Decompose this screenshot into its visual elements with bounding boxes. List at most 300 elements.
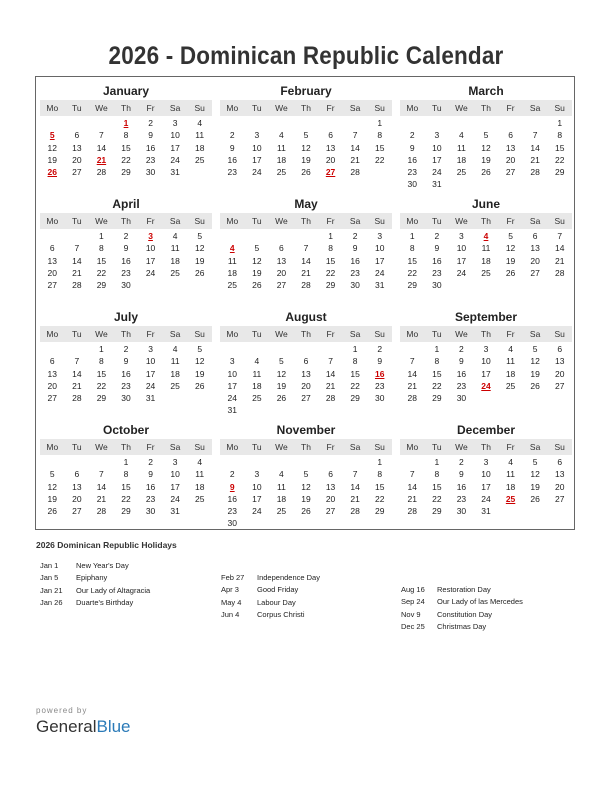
holiday-item bbox=[40, 597, 150, 609]
day-cell: 3 bbox=[459, 231, 464, 241]
day-cell: 29 bbox=[96, 280, 107, 291]
day-cell: 24 bbox=[456, 267, 467, 278]
weekday-label: We bbox=[95, 216, 108, 226]
month-march bbox=[396, 80, 576, 193]
day-cell: 20 bbox=[325, 493, 336, 504]
day-cell: 26 bbox=[276, 393, 287, 404]
day-cell: 31 bbox=[170, 167, 180, 178]
day-cell: 16 bbox=[407, 154, 418, 165]
empty-cell bbox=[65, 117, 90, 129]
day-cell: 15 bbox=[350, 368, 360, 379]
day-cell: 30 bbox=[350, 280, 360, 291]
day-cell: 18 bbox=[276, 493, 287, 504]
weekday-label: Tu bbox=[432, 216, 442, 226]
day-cell: 29 bbox=[121, 506, 131, 517]
day-cell: 13 bbox=[301, 368, 311, 379]
weekday-label: Th bbox=[481, 329, 491, 339]
day-cell: 11 bbox=[195, 469, 205, 480]
day-cell: 15 bbox=[96, 255, 107, 266]
day-cell: 10 bbox=[227, 368, 238, 379]
calendar-frame bbox=[35, 76, 575, 530]
weekday-label: Mo bbox=[46, 329, 59, 339]
day-cell: 16 bbox=[227, 154, 238, 165]
day-cell: 5 bbox=[279, 356, 284, 367]
weekday-header bbox=[220, 100, 392, 116]
empty-cell bbox=[294, 230, 319, 242]
weekday-header bbox=[40, 326, 212, 342]
day-cell: 20 bbox=[47, 267, 58, 278]
day-cell: 3 bbox=[254, 130, 260, 141]
weekday-label: Th bbox=[121, 216, 131, 226]
weekday-label: Sa bbox=[169, 442, 181, 452]
holiday-day: 3 bbox=[148, 231, 153, 241]
holiday-day: 1 bbox=[123, 118, 129, 128]
day-cell: 1 bbox=[377, 118, 383, 128]
holiday-name: Restoration Day bbox=[437, 585, 491, 594]
day-cell: 3 bbox=[172, 118, 178, 128]
weekday-label: Sa bbox=[169, 329, 181, 339]
weekday-label: Fr bbox=[506, 329, 515, 339]
day-cell: 16 bbox=[456, 481, 467, 492]
day-cell: 7 bbox=[557, 231, 563, 241]
weekday-header bbox=[400, 326, 572, 342]
day-cell: 23 bbox=[227, 167, 238, 178]
weekday-label: Fr bbox=[326, 103, 335, 113]
day-cell: 28 bbox=[96, 506, 107, 517]
day-cell: 14 bbox=[72, 368, 82, 379]
day-cell: 5 bbox=[197, 231, 203, 241]
weekday-label: Tu bbox=[252, 216, 262, 226]
day-cell: 16 bbox=[227, 493, 238, 504]
day-cell: 20 bbox=[72, 154, 82, 165]
day-cell: 8 bbox=[352, 356, 358, 367]
month-december bbox=[396, 419, 576, 532]
day-grid bbox=[220, 117, 392, 178]
holiday-date: Dec 25 bbox=[401, 622, 425, 632]
day-cell: 31 bbox=[374, 280, 385, 291]
holiday-day: 4 bbox=[229, 243, 235, 254]
day-cell: 30 bbox=[121, 393, 131, 404]
day-cell: 28 bbox=[350, 167, 360, 178]
day-cell: 12 bbox=[301, 481, 311, 492]
weekday-label: Sa bbox=[529, 329, 541, 339]
day-cell: 8 bbox=[123, 469, 129, 480]
weekday-label: We bbox=[455, 442, 468, 452]
day-cell: 20 bbox=[47, 380, 58, 391]
weekday-label: Fr bbox=[146, 103, 155, 113]
day-cell: 25 bbox=[170, 380, 180, 391]
day-cell: 15 bbox=[432, 481, 442, 492]
day-cell: 27 bbox=[554, 493, 565, 504]
day-cell: 4 bbox=[279, 469, 284, 480]
day-cell: 21 bbox=[530, 154, 540, 165]
day-cell: 17 bbox=[374, 255, 385, 266]
day-cell: 16 bbox=[432, 255, 442, 266]
day-cell: 19 bbox=[276, 380, 287, 391]
day-cell: 14 bbox=[554, 243, 565, 254]
holiday-item bbox=[221, 597, 320, 609]
day-cell: 15 bbox=[121, 481, 131, 492]
day-cell: 21 bbox=[350, 493, 360, 504]
day-grid bbox=[220, 230, 392, 291]
weekday-label: Su bbox=[554, 329, 565, 339]
day-cell: 2 bbox=[352, 231, 358, 241]
day-cell: 24 bbox=[432, 167, 442, 178]
holiday-date: Feb 27 bbox=[221, 573, 245, 582]
day-cell: 11 bbox=[277, 142, 286, 153]
day-cell: 6 bbox=[508, 130, 513, 141]
day-cell: 17 bbox=[145, 255, 156, 266]
day-cell: 10 bbox=[145, 356, 156, 367]
holiday-list-column-2 bbox=[221, 572, 320, 622]
day-cell: 21 bbox=[301, 267, 311, 278]
day-cell: 24 bbox=[252, 167, 262, 178]
day-cell: 7 bbox=[74, 243, 80, 254]
day-cell: 28 bbox=[301, 280, 311, 291]
day-cell: 22 bbox=[374, 154, 385, 165]
month-name: October bbox=[102, 423, 149, 437]
month-june bbox=[396, 193, 576, 306]
empty-cell bbox=[400, 343, 425, 355]
day-cell: 12 bbox=[505, 243, 516, 254]
day-cell: 3 bbox=[148, 344, 153, 354]
weekday-label: Fr bbox=[326, 216, 335, 226]
holiday-list-column-3 bbox=[401, 584, 523, 634]
weekday-label: Fr bbox=[326, 442, 335, 452]
weekday-label: Sa bbox=[349, 329, 361, 339]
empty-cell bbox=[318, 117, 343, 129]
day-cell: 1 bbox=[557, 118, 563, 128]
day-cell: 23 bbox=[145, 154, 156, 165]
day-cell: 28 bbox=[554, 267, 565, 278]
day-cell: 13 bbox=[554, 469, 565, 480]
day-cell: 12 bbox=[47, 481, 58, 492]
day-cell: 13 bbox=[276, 255, 287, 266]
day-cell: 19 bbox=[301, 154, 311, 165]
weekday-header bbox=[40, 100, 212, 116]
holiday-name: Duarte's Birthday bbox=[76, 598, 134, 608]
holidays-title: 2026 Dominican Republic Holidays bbox=[36, 540, 177, 550]
day-cell: 26 bbox=[301, 506, 311, 517]
day-cell: 21 bbox=[96, 493, 107, 504]
weekday-label: Mo bbox=[226, 329, 239, 339]
day-cell: 27 bbox=[505, 167, 516, 178]
day-cell: 9 bbox=[352, 243, 358, 254]
day-cell: 11 bbox=[506, 356, 515, 367]
empty-cell bbox=[318, 456, 343, 468]
day-cell: 12 bbox=[481, 142, 491, 153]
day-cell: 13 bbox=[72, 481, 82, 492]
day-cell: 13 bbox=[505, 142, 516, 153]
day-grid bbox=[40, 117, 212, 178]
day-cell: 18 bbox=[481, 255, 491, 266]
weekday-header bbox=[220, 326, 392, 342]
empty-cell bbox=[245, 230, 270, 242]
day-cell: 7 bbox=[74, 356, 80, 367]
day-cell: 18 bbox=[227, 267, 238, 278]
day-cell: 6 bbox=[557, 344, 563, 354]
day-cell: 25 bbox=[456, 167, 467, 178]
day-grid bbox=[220, 456, 392, 530]
holiday-name: Our Lady of las Mercedes bbox=[437, 597, 523, 607]
day-cell: 1 bbox=[99, 344, 104, 354]
day-cell: 4 bbox=[197, 118, 203, 128]
day-cell: 28 bbox=[530, 167, 540, 178]
day-cell: 12 bbox=[301, 142, 311, 153]
day-cell: 5 bbox=[197, 344, 203, 354]
weekday-label: Sa bbox=[349, 103, 361, 113]
day-cell: 4 bbox=[508, 344, 513, 354]
day-cell: 20 bbox=[325, 154, 336, 165]
day-cell: 6 bbox=[557, 457, 563, 467]
weekday-label: Mo bbox=[406, 103, 419, 113]
day-cell: 30 bbox=[374, 393, 385, 404]
day-cell: 12 bbox=[276, 368, 287, 379]
day-cell: 26 bbox=[481, 167, 491, 178]
weekday-label: Tu bbox=[72, 216, 82, 226]
day-cell: 26 bbox=[301, 167, 311, 178]
weekday-label: Th bbox=[301, 329, 311, 339]
day-cell: 25 bbox=[194, 154, 205, 165]
day-cell: 9 bbox=[459, 356, 464, 367]
day-cell: 19 bbox=[252, 267, 262, 278]
day-cell: 29 bbox=[121, 167, 131, 178]
weekday-label: Su bbox=[374, 442, 385, 452]
empty-cell bbox=[40, 117, 65, 129]
day-cell: 4 bbox=[172, 344, 178, 354]
day-cell: 14 bbox=[96, 481, 107, 492]
weekday-label: Sa bbox=[529, 442, 541, 452]
day-cell: 17 bbox=[170, 481, 180, 492]
holiday-day: 9 bbox=[229, 481, 235, 492]
day-cell: 14 bbox=[530, 142, 540, 153]
month-february bbox=[216, 80, 396, 193]
brand-logo[interactable] bbox=[36, 717, 131, 737]
empty-cell bbox=[89, 456, 114, 468]
weekday-label: Sa bbox=[169, 216, 181, 226]
day-cell: 29 bbox=[432, 506, 442, 517]
day-cell: 25 bbox=[194, 493, 205, 504]
day-cell: 11 bbox=[481, 243, 491, 254]
empty-cell bbox=[343, 117, 368, 129]
day-cell: 22 bbox=[121, 154, 131, 165]
day-cell: 20 bbox=[301, 380, 311, 391]
holiday-item bbox=[221, 609, 320, 621]
day-cell: 20 bbox=[554, 481, 565, 492]
day-cell: 8 bbox=[123, 130, 129, 141]
day-cell: 3 bbox=[483, 457, 489, 467]
weekday-label: We bbox=[95, 103, 108, 113]
weekday-header bbox=[400, 100, 572, 116]
day-cell: 22 bbox=[121, 493, 131, 504]
day-cell: 9 bbox=[123, 243, 129, 254]
day-cell: 21 bbox=[325, 380, 336, 391]
weekday-label: Tu bbox=[252, 329, 262, 339]
weekday-label: Th bbox=[301, 442, 311, 452]
empty-cell bbox=[245, 456, 270, 468]
day-cell: 25 bbox=[227, 280, 238, 291]
weekday-label: Fr bbox=[146, 329, 155, 339]
weekday-label: Mo bbox=[46, 442, 59, 452]
weekday-label: We bbox=[95, 442, 108, 452]
holiday-name: Epiphany bbox=[76, 573, 108, 583]
day-cell: 31 bbox=[481, 506, 491, 517]
holiday-date: Jun 4 bbox=[221, 610, 240, 620]
weekday-label: Fr bbox=[506, 216, 515, 226]
day-cell: 23 bbox=[407, 167, 418, 178]
day-cell: 4 bbox=[172, 231, 178, 241]
day-cell: 24 bbox=[145, 380, 156, 391]
weekday-header bbox=[40, 213, 212, 229]
day-cell: 2 bbox=[148, 118, 153, 128]
empty-cell bbox=[498, 117, 523, 129]
day-cell: 11 bbox=[227, 255, 237, 266]
weekday-label: Th bbox=[121, 103, 131, 113]
weekday-label: Tu bbox=[432, 329, 442, 339]
day-cell: 6 bbox=[328, 469, 333, 480]
day-cell: 3 bbox=[434, 130, 440, 141]
day-cell: 21 bbox=[350, 154, 360, 165]
day-cell: 15 bbox=[121, 142, 131, 153]
day-cell: 22 bbox=[554, 154, 565, 165]
empty-cell bbox=[318, 343, 343, 355]
day-cell: 23 bbox=[456, 380, 467, 391]
day-cell: 5 bbox=[532, 344, 538, 354]
month-name: August bbox=[285, 310, 327, 324]
weekday-label: We bbox=[455, 103, 468, 113]
month-name: January bbox=[102, 84, 150, 98]
day-cell: 18 bbox=[194, 481, 205, 492]
empty-cell bbox=[65, 343, 90, 355]
day-cell: 23 bbox=[227, 506, 238, 517]
day-cell: 25 bbox=[481, 267, 491, 278]
day-cell: 6 bbox=[328, 130, 333, 141]
month-name: November bbox=[276, 423, 336, 437]
day-cell: 4 bbox=[508, 457, 513, 467]
day-cell: 19 bbox=[301, 493, 311, 504]
day-cell: 20 bbox=[72, 493, 82, 504]
day-cell: 6 bbox=[279, 243, 284, 254]
day-cell: 5 bbox=[303, 469, 309, 480]
weekday-label: Mo bbox=[226, 442, 239, 452]
day-cell: 9 bbox=[148, 130, 153, 141]
day-grid bbox=[400, 230, 572, 291]
day-cell: 23 bbox=[456, 493, 467, 504]
day-cell: 29 bbox=[96, 393, 107, 404]
day-cell: 8 bbox=[377, 469, 383, 480]
day-cell: 7 bbox=[532, 130, 538, 141]
powered-by-text: powered by bbox=[36, 706, 88, 715]
day-cell: 21 bbox=[407, 380, 418, 391]
day-cell: 26 bbox=[505, 267, 516, 278]
day-cell: 11 bbox=[277, 481, 286, 492]
day-cell: 19 bbox=[505, 255, 516, 266]
holiday-day: 25 bbox=[505, 493, 516, 504]
day-cell: 16 bbox=[145, 142, 156, 153]
day-cell: 28 bbox=[407, 506, 418, 517]
holiday-date: May 4 bbox=[221, 597, 242, 607]
holiday-day: 26 bbox=[47, 167, 58, 178]
day-cell: 27 bbox=[325, 506, 336, 517]
weekday-label: Th bbox=[481, 216, 491, 226]
day-cell: 1 bbox=[352, 344, 358, 354]
weekday-label: Su bbox=[554, 442, 565, 452]
brand-general: General bbox=[36, 717, 97, 736]
holiday-day: 16 bbox=[374, 368, 385, 379]
weekday-label: Su bbox=[374, 103, 385, 113]
day-cell: 22 bbox=[96, 380, 107, 391]
day-cell: 5 bbox=[532, 457, 538, 467]
day-cell: 13 bbox=[325, 142, 336, 153]
day-cell: 2 bbox=[148, 457, 153, 467]
day-cell: 8 bbox=[328, 243, 333, 254]
day-cell: 15 bbox=[96, 368, 107, 379]
day-cell: 25 bbox=[252, 393, 262, 404]
day-cell: 14 bbox=[301, 255, 311, 266]
day-cell: 19 bbox=[194, 255, 205, 266]
weekday-label: Su bbox=[194, 103, 205, 113]
day-cell: 11 bbox=[170, 243, 180, 254]
weekday-label: We bbox=[455, 329, 468, 339]
holiday-item bbox=[40, 560, 150, 572]
day-cell: 15 bbox=[432, 368, 442, 379]
day-cell: 3 bbox=[254, 469, 260, 480]
weekday-label: Tu bbox=[432, 442, 442, 452]
day-cell: 25 bbox=[505, 380, 516, 391]
weekday-label: Sa bbox=[169, 103, 181, 113]
holiday-name: Christmas Day bbox=[437, 622, 487, 632]
day-cell: 17 bbox=[481, 481, 491, 492]
holiday-date: Nov 9 bbox=[401, 609, 421, 619]
day-cell: 9 bbox=[123, 356, 129, 367]
day-cell: 18 bbox=[252, 380, 262, 391]
month-name: May bbox=[294, 197, 318, 211]
day-cell: 10 bbox=[170, 130, 180, 141]
day-cell: 9 bbox=[409, 142, 415, 153]
day-cell: 15 bbox=[554, 142, 565, 153]
empty-cell bbox=[220, 456, 245, 468]
empty-cell bbox=[40, 230, 65, 242]
weekday-label: Fr bbox=[146, 216, 155, 226]
day-cell: 10 bbox=[170, 469, 180, 480]
day-cell: 22 bbox=[350, 380, 360, 391]
day-cell: 17 bbox=[145, 368, 156, 379]
day-cell: 31 bbox=[432, 179, 442, 190]
month-name: June bbox=[471, 197, 500, 211]
holiday-name: Labour Day bbox=[257, 597, 296, 607]
day-cell: 6 bbox=[49, 356, 55, 367]
weekday-label: Mo bbox=[226, 103, 239, 113]
day-cell: 29 bbox=[350, 393, 360, 404]
day-cell: 5 bbox=[508, 231, 513, 241]
day-cell: 25 bbox=[276, 167, 287, 178]
holiday-day: 4 bbox=[483, 231, 489, 241]
page-title: 2026 - Dominican Republic Calendar bbox=[108, 42, 504, 70]
holiday-name: Our Lady of Altagracia bbox=[76, 585, 151, 595]
day-cell: 22 bbox=[407, 267, 418, 278]
day-cell: 20 bbox=[530, 255, 540, 266]
day-cell: 9 bbox=[434, 243, 440, 254]
day-cell: 24 bbox=[145, 267, 156, 278]
day-grid bbox=[40, 230, 212, 291]
holiday-name: Corpus Christi bbox=[257, 610, 305, 620]
day-cell: 28 bbox=[407, 393, 418, 404]
day-cell: 9 bbox=[148, 469, 153, 480]
holiday-day: 21 bbox=[96, 154, 107, 165]
day-cell: 3 bbox=[229, 356, 235, 367]
day-cell: 29 bbox=[407, 280, 418, 291]
holiday-day: 27 bbox=[325, 167, 336, 178]
